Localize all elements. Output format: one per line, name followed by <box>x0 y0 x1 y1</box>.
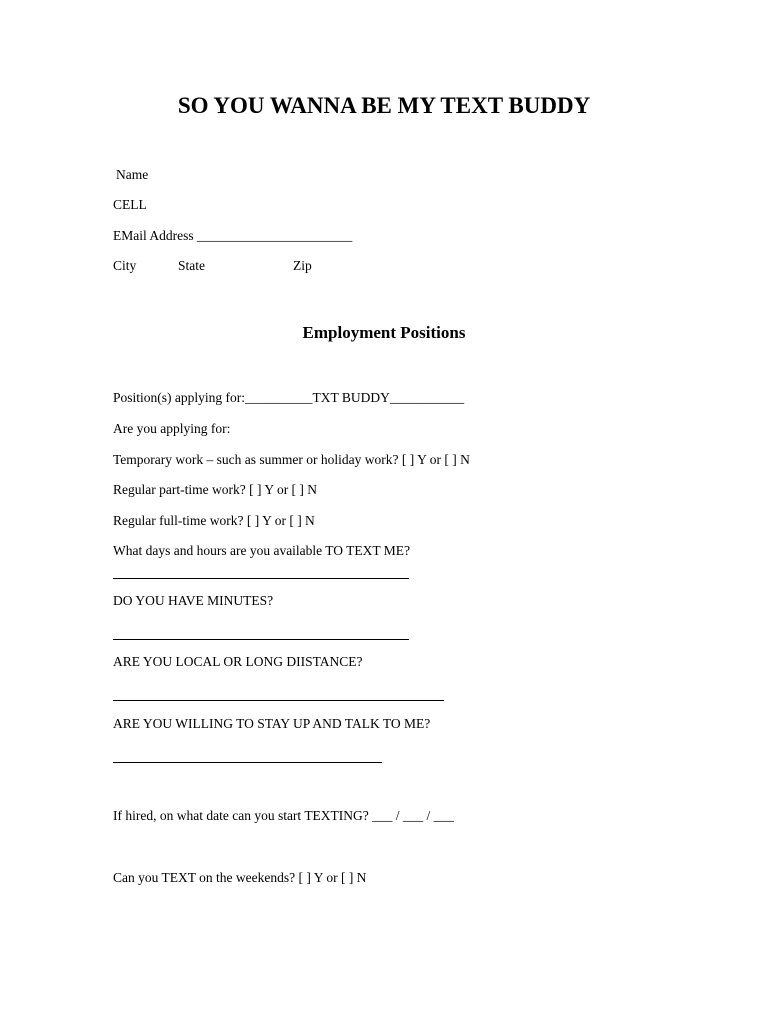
state-label: State <box>178 258 205 273</box>
days-hours-answer-line <box>113 578 409 579</box>
part-time-question: Regular part-time work? [ ] Y or [ ] N <box>113 482 318 497</box>
position-value: __________TXT BUDDY___________ <box>245 390 465 405</box>
minutes-question: DO YOU HAVE MINUTES? <box>113 593 274 608</box>
form-title: SO YOU WANNA BE MY TEXT BUDDY <box>177 93 591 118</box>
local-distance-question: ARE YOU LOCAL OR LONG DIISTANCE? <box>113 654 363 669</box>
local-distance-answer-line <box>113 700 444 701</box>
position-question <box>113 390 464 406</box>
city-label: City <box>113 258 137 273</box>
zip-label: Zip <box>293 258 312 273</box>
weekends-question: Can you TEXT on the weekends? [ ] Y or [ ] N <box>113 870 367 885</box>
name-label: Name <box>116 167 149 182</box>
cell-label: CELL <box>113 197 147 212</box>
position-prefix: Position(s) applying for: <box>113 390 245 405</box>
days-hours-question: What days and hours are you available TO TEXT ME? <box>113 543 411 558</box>
temporary-work-question: Temporary work – such as summer or holiday work? [ ] Y or [ ] N <box>113 452 470 467</box>
start-date-question: If hired, on what date can you start TEXTING? ___ / ___ / ___ <box>113 808 454 823</box>
full-time-question: Regular full-time work? [ ] Y or [ ] N <box>113 513 315 528</box>
stay-up-answer-line <box>113 762 382 763</box>
minutes-answer-line <box>113 639 409 640</box>
stay-up-question: ARE YOU WILLING TO STAY UP AND TALK TO ME? <box>113 716 431 731</box>
section-heading: Employment Positions <box>302 323 466 342</box>
applying-for-question: Are you applying for: <box>113 421 231 436</box>
email-label: EMail Address _______________________ <box>113 228 353 243</box>
